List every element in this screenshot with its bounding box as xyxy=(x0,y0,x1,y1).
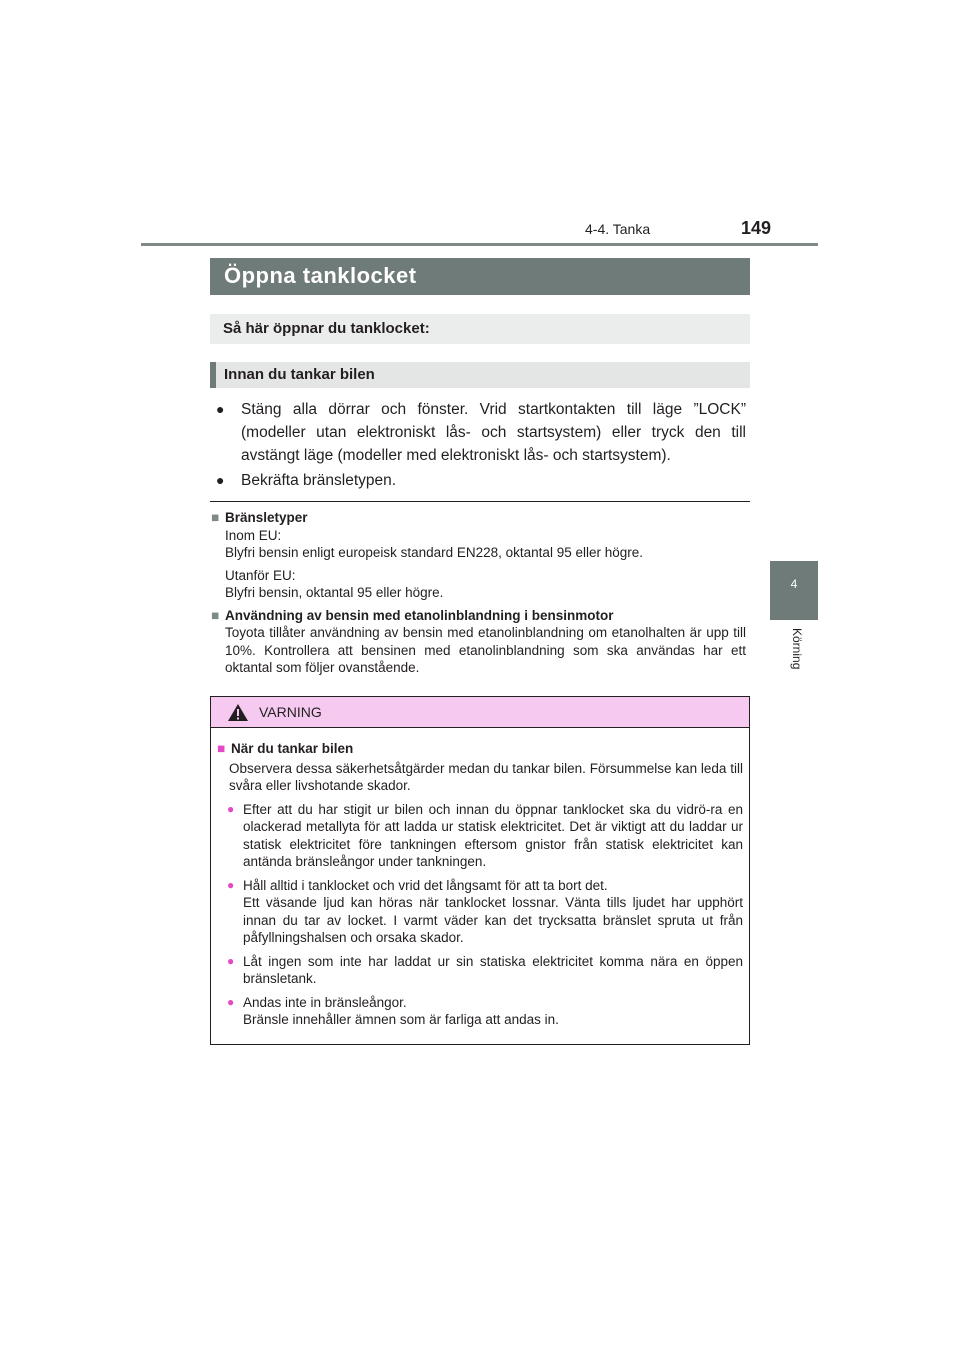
divider xyxy=(210,501,750,502)
warning-item: ● Låt ingen som inte har laddat ur sin statiska elektricitet komma nära en öppen bränsletank. xyxy=(227,953,743,986)
section-heading: Innan du tankar bilen xyxy=(210,362,750,388)
square-bullet-icon: ■ xyxy=(211,607,220,623)
warning-triangle-icon xyxy=(227,703,249,722)
warning-box xyxy=(210,696,750,1045)
bullet-list xyxy=(216,398,746,494)
square-bullet-icon: ■ xyxy=(211,510,220,525)
chapter-tab[interactable] xyxy=(770,561,818,620)
warning-subheading: ■ När du tankar bilen xyxy=(217,741,354,756)
warning-header xyxy=(211,697,749,728)
bullet-icon: ● xyxy=(216,401,225,417)
page-subtitle: Så här öppnar du tanklocket: xyxy=(210,314,750,344)
section-label: 4-4. Tanka xyxy=(585,221,651,237)
list-item: ● Stäng alla dörrar och fönster. Vrid startkontakten till läge ”LOCK” (modeller utan elektroniskt lås- och startsystem) eller tryck den till avstängt läge (modeller med elektroniskt lås- och startsystem). xyxy=(216,398,746,467)
note-heading: ■ Bränsletyper xyxy=(211,510,308,525)
bullet-icon: ● xyxy=(227,801,235,816)
list-item: ● Bekräfta bränsletypen. xyxy=(216,469,746,492)
note-body: Inom EU: Blyfri bensin enligt europeisk standard EN228, oktantal 95 eller högre. Utanför EU: Blyfri bensin, oktantal 95 eller högre. xyxy=(225,527,643,600)
bullet-icon: ● xyxy=(227,877,235,892)
page-title: Öppna tanklocket xyxy=(210,258,750,295)
warning-item: ● Efter att du har stigit ur bilen och innan du öppnar tanklocket ska du vidrö-ra en olackerad metallyta för att ladda ur statisk elektricitet. Det är viktigt att du laddar ur statisk elektricitet före tankningen eftersom gnistor från statisk elektricitet kan antända bränsleångor under tankningen. xyxy=(227,801,743,869)
chapter-label: Körning xyxy=(790,628,804,670)
bullet-icon: ● xyxy=(216,472,225,488)
bullet-icon: ● xyxy=(227,953,235,968)
page-number: 149 xyxy=(741,218,772,238)
bullet-icon: ● xyxy=(227,994,235,1009)
header-rule xyxy=(141,243,818,246)
notes-section xyxy=(211,509,746,682)
note-heading: ■ Användning av bensin med etanolinblandning i bensinmotor xyxy=(211,607,614,623)
warning-label: VARNING xyxy=(259,704,322,720)
chapter-number: 4 xyxy=(790,577,798,591)
note-body: Toyota tillåter användning av bensin med etanolinblandning om etanolhalten är upp till 10%. Kontrollera att bensinen med etanolinblandning som ska användas har ett oktantal som följer ovanstående. xyxy=(225,625,746,675)
warning-item: ● Andas inte in bränsleångor. Bränsle innehåller ämnen som är farliga att andas in. xyxy=(227,994,559,1027)
warning-item: ● Håll alltid i tanklocket och vrid det långsamt för att ta bort det. Ett väsande ljud kan höras när tanklocket lossnar. Vänta tills ljudet har upphört innan du tar av locket. I varmt väder kan det trycksatta bränslet spruta ut från påfyllningshalsen och orsaka skador. xyxy=(227,877,743,945)
warning-intro: Observera dessa säkerhetsåtgärder medan du tankar bilen. Försummelse kan leda till svåra eller livshotande skador. xyxy=(229,760,743,793)
square-bullet-icon: ■ xyxy=(217,741,226,756)
